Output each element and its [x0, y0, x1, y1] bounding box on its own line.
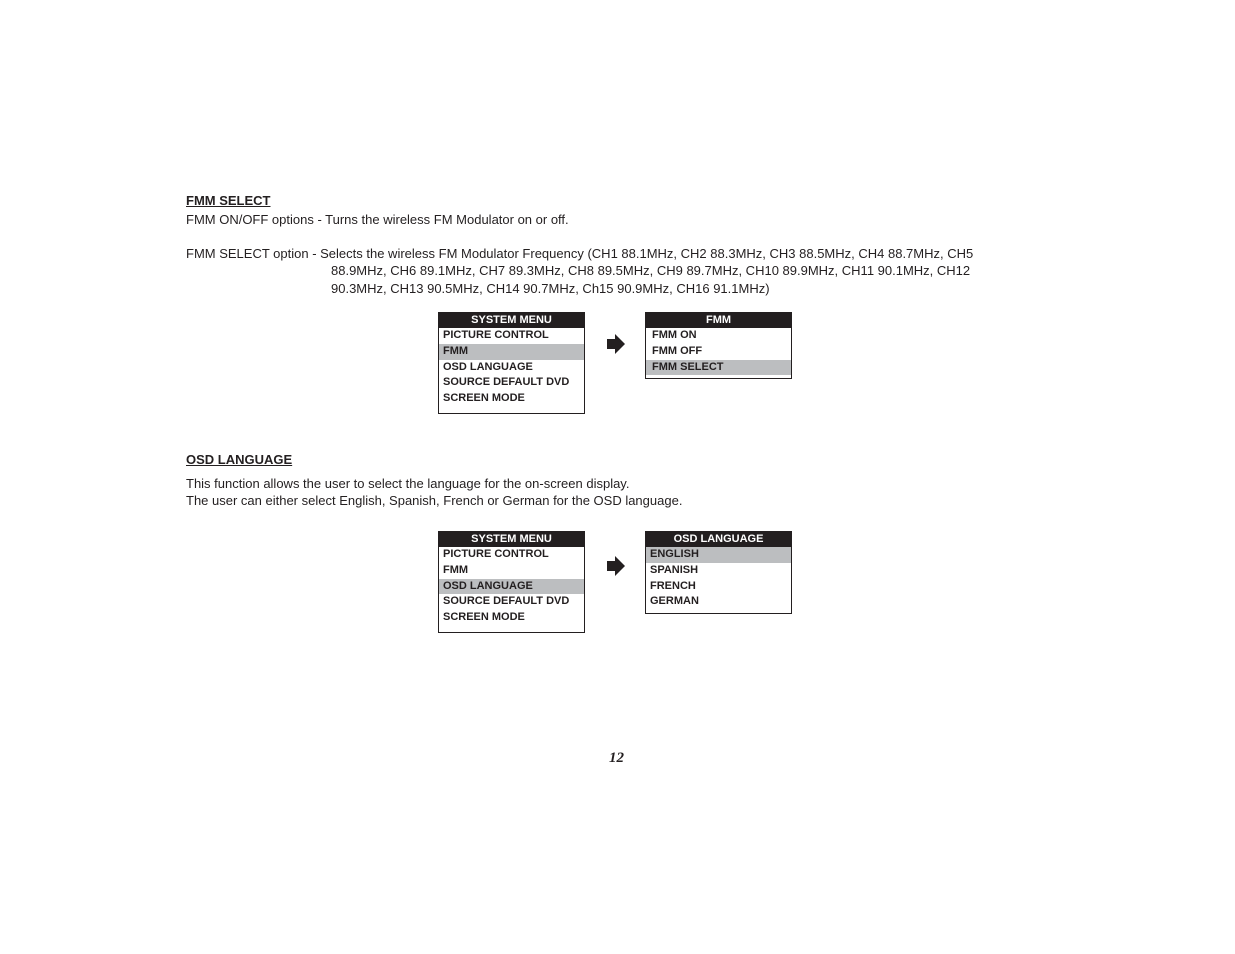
fmm-select-description-line3: 90.3MHz, CH13 90.5MHz, CH14 90.7MHz, Ch15 90.9MHz, CH16 91.1MHz)	[331, 281, 770, 296]
menu-item-fmm: FMM	[443, 563, 469, 576]
fmm-onoff-description: FMM ON/OFF options - Turns the wireless FM Modulator on or off.	[186, 212, 569, 227]
menu-item-french: FRENCH	[650, 579, 696, 592]
menu-item-picture-control: PICTURE CONTROL	[443, 548, 549, 560]
menu-item-picture-control: PICTURE CONTROL	[443, 329, 549, 341]
osd-diagram-system-menu	[438, 531, 585, 633]
menu-item-osd-language-selected: OSD LANGUAGE	[439, 579, 584, 595]
fmm-select-description-line2: 88.9MHz, CH6 89.1MHz, CH7 89.3MHz, CH8 89.5MHz, CH9 89.7MHz, CH10 89.9MHz, CH11 90.1MHz, CH12	[331, 263, 971, 278]
menu-item-screen-mode: SCREEN MODE	[443, 392, 525, 405]
osd-language-submenu-title: OSD LANGUAGE	[646, 532, 791, 547]
menu-item-fmm-on: FMM ON	[652, 329, 697, 341]
menu-item-spanish: SPANISH	[650, 563, 699, 576]
right-arrow-icon	[607, 556, 625, 576]
right-arrow-icon	[607, 334, 625, 354]
menu-item-fmm-off: FMM OFF	[652, 344, 703, 357]
menu-item-source-default-dvd: SOURCE DEFAULT DVD	[443, 595, 570, 608]
menu-item-screen-mode: SCREEN MODE	[443, 611, 525, 624]
menu-item-german: GERMAN	[650, 595, 699, 608]
menu-item-fmm-select-selected: FMM SELECT	[646, 360, 791, 376]
osd-language-description-line1: This function allows the user to select the language for the on-screen display.	[186, 476, 630, 491]
page-number: 12	[609, 750, 624, 766]
osd-language-heading: OSD LANGUAGE	[186, 452, 293, 467]
fmm-select-heading: FMM SELECT	[186, 193, 271, 208]
fmm-submenu-title: FMM	[646, 313, 791, 328]
system-menu-title: SYSTEM MENU	[439, 532, 584, 547]
fmm-submenu	[645, 312, 792, 379]
system-menu-title: SYSTEM MENU	[439, 313, 584, 328]
fmm-select-description-line1: FMM SELECT option - Selects the wireless FM Modulator Frequency (CH1 88.1MHz, CH2 88.3MHz, CH3 88.5MHz, CH4 88.7MHz, CH5	[186, 246, 974, 261]
menu-item-fmm-selected: FMM	[439, 344, 584, 360]
menu-item-osd-language: OSD LANGUAGE	[443, 360, 533, 373]
menu-item-english-selected: ENGLISH	[646, 547, 791, 563]
osd-language-submenu	[645, 531, 792, 614]
fmm-diagram-system-menu	[438, 312, 585, 414]
menu-item-source-default-dvd: SOURCE DEFAULT DVD	[443, 376, 570, 389]
osd-language-description-line2: The user can either select English, Spanish, French or German for the OSD language.	[186, 493, 683, 508]
